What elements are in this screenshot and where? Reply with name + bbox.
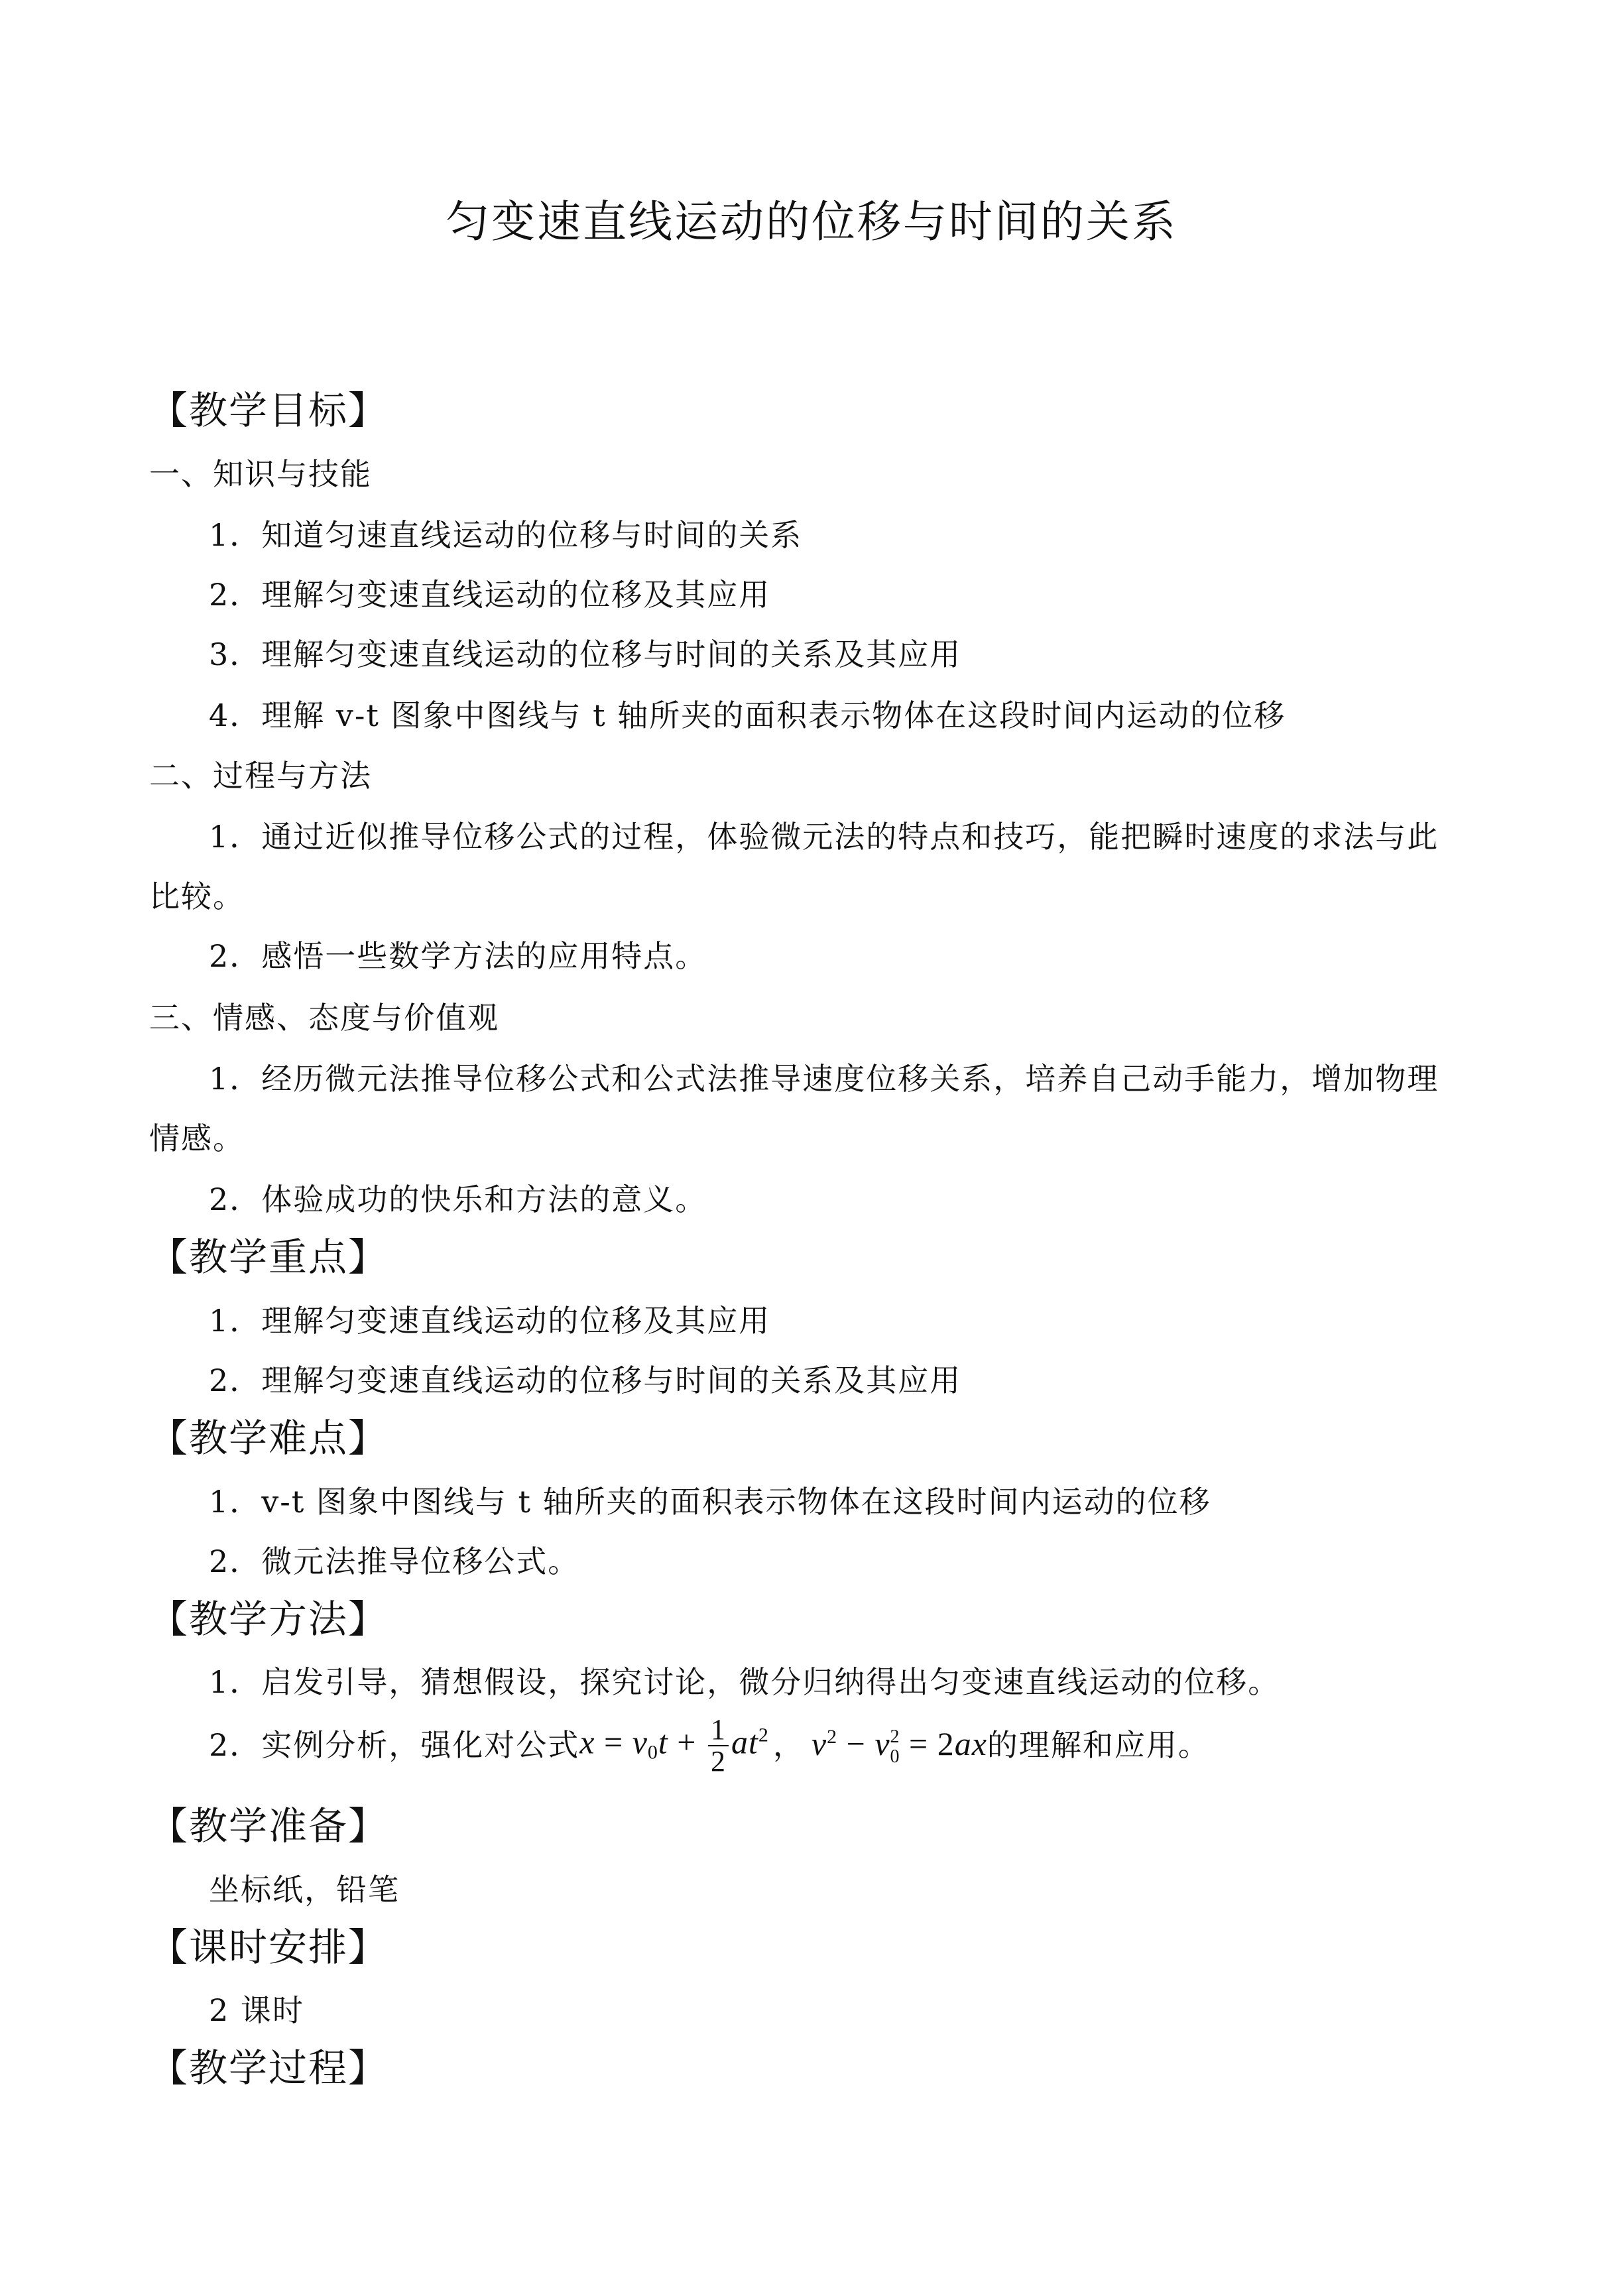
formula-at: at	[731, 1723, 758, 1761]
formula-x: x	[579, 1723, 595, 1761]
formula2-v-superscript: 2	[827, 1725, 838, 1748]
process-item-1-line-2: 比较。	[149, 878, 245, 914]
section-process-method: 二、过程与方法	[149, 758, 372, 794]
method-item-2-prefix: 2．实例分析，强化对公式	[209, 1727, 580, 1764]
formula2-v: v	[811, 1724, 827, 1762]
heading-key-points: 【教学重点】	[149, 1235, 389, 1280]
key-point-item-2: 2．理解匀变速直线运动的位移与时间的关系及其应用	[209, 1362, 962, 1398]
heading-difficulties: 【教学难点】	[149, 1416, 389, 1461]
formula2-v0: v	[874, 1724, 890, 1762]
heading-teaching-process: 【教学过程】	[149, 2045, 389, 2090]
fraction-numerator: 1	[708, 1715, 729, 1746]
schedule-text: 2 课时	[209, 1992, 304, 2028]
emotion-item-1-line-1: 1．经历微元法推导位移公式和公式法推导速度位移关系，培养自己动手能力，增加物理	[209, 1061, 1439, 1097]
heading-schedule: 【课时安排】	[149, 1925, 389, 1970]
formula-v-subscript: 0	[647, 1741, 658, 1764]
method-item-1: 1．启发引导，猜想假设，探究讨论，微分归纳得出匀变速直线运动的位移。	[209, 1664, 1280, 1700]
knowledge-item-2: 2．理解匀变速直线运动的位移及其应用	[209, 577, 771, 613]
difficulty-item-2: 2．微元法推导位移公式。	[209, 1543, 580, 1579]
formula2-v0-superscript: 2	[890, 1726, 900, 1747]
heading-teaching-methods: 【教学方法】	[149, 1597, 389, 1642]
velocity-displacement-formula	[812, 1724, 987, 1768]
method-item-2	[209, 1703, 1210, 1789]
emotion-item-1-line-2: 情感。	[149, 1120, 245, 1156]
formula-equals: =	[595, 1723, 632, 1761]
heading-preparation: 【教学准备】	[149, 1803, 389, 1848]
heading-teaching-goals: 【教学目标】	[149, 388, 389, 433]
knowledge-item-1: 1．知道匀速直线运动的位移与时间的关系	[209, 517, 803, 553]
formula-t-superscript: 2	[758, 1724, 769, 1746]
section-knowledge-skills: 一、知识与技能	[149, 456, 372, 492]
fraction-denominator: 2	[711, 1745, 726, 1778]
method-item-2-separator: ，	[772, 1727, 805, 1764]
formula2-minus: −	[837, 1724, 875, 1762]
knowledge-item-3: 3．理解匀变速直线运动的位移与时间的关系及其应用	[209, 636, 962, 672]
formula2-equals: =	[900, 1724, 937, 1762]
formula2-v0-scripts	[890, 1727, 900, 1768]
document-title: 匀变速直线运动的位移与时间的关系	[446, 196, 1177, 247]
formula-t: t	[658, 1723, 668, 1761]
key-point-item-1: 1．理解匀变速直线运动的位移及其应用	[209, 1303, 771, 1339]
section-emotion-values: 三、情感、态度与价值观	[149, 1000, 499, 1036]
formula-v: v	[632, 1723, 648, 1761]
formula-plus: +	[668, 1723, 705, 1761]
knowledge-item-4: 4．理解 v-t 图象中图线与 t 轴所夹的面积表示物体在这段时间内运动的位移	[209, 697, 1286, 733]
emotion-item-2: 2．体验成功的快乐和方法的意义。	[209, 1181, 707, 1217]
preparation-text: 坐标纸，铅笔	[209, 1872, 400, 1907]
process-item-2: 2．感悟一些数学方法的应用特点。	[209, 938, 707, 974]
difficulty-item-1: 1．v-t 图象中图线与 t 轴所夹的面积表示物体在这段时间内运动的位移	[209, 1484, 1211, 1520]
process-item-1-line-1: 1．通过近似推导位移公式的过程，体验微元法的特点和技巧，能把瞬时速度的求法与此	[209, 819, 1439, 855]
method-item-2-suffix: 的理解和应用。	[987, 1727, 1210, 1764]
formula2-v0-subscript: 0	[890, 1746, 900, 1768]
formula2-ax: ax	[954, 1724, 987, 1762]
formula-fraction	[708, 1715, 729, 1777]
displacement-time-formula	[579, 1715, 769, 1777]
formula2-coefficient: 2	[937, 1724, 955, 1762]
